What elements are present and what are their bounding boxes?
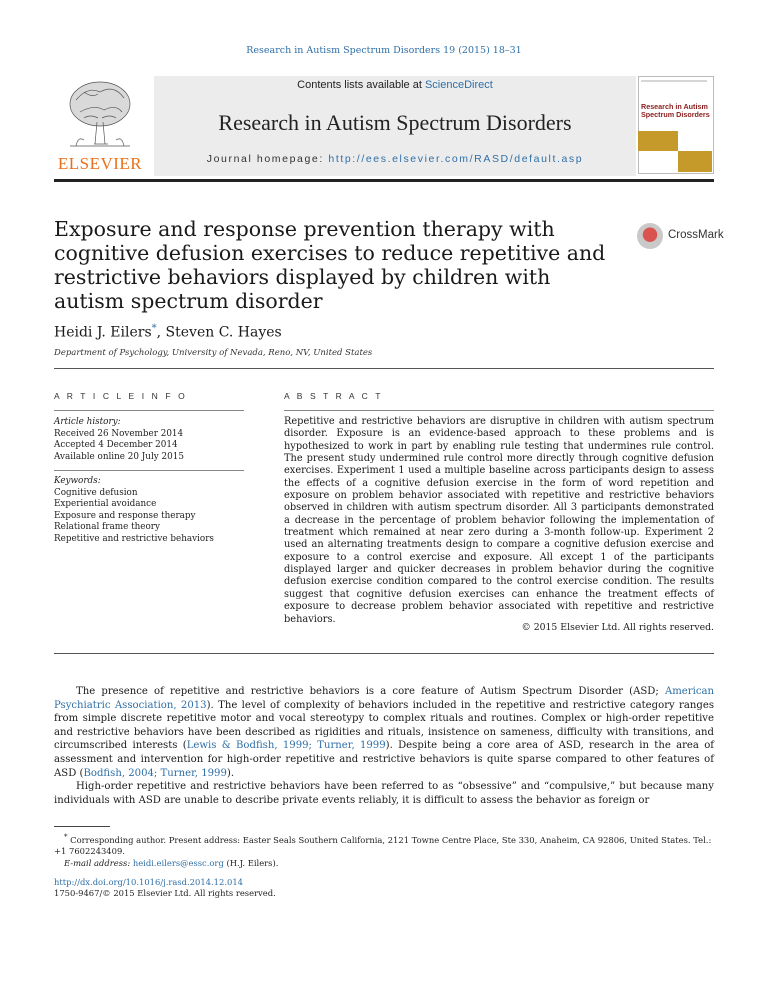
abstract-heading: A B S T R A C T <box>284 391 384 401</box>
text-run: The presence of repetitive and restrictive behaviors is a core feature of Autism Spectrum Disorder (ASD; <box>76 686 665 697</box>
keyword: Experiential avoidance <box>54 499 157 509</box>
elsevier-logo <box>54 76 146 174</box>
received-date: Received 26 November 2014 <box>54 428 184 439</box>
text-run: ). <box>226 767 235 779</box>
footnote-divider <box>54 826 110 827</box>
email-link[interactable]: heidi.eilers@essc.org <box>132 857 224 868</box>
cover-block-2 <box>678 151 712 172</box>
doi-link[interactable]: http://dx.doi.org/10.1016/j.rasd.2014.12.014 <box>54 877 243 887</box>
email-suffix: (H.J. Eilers). <box>223 857 279 868</box>
journal-title: Research in Autism Spectrum Disorders <box>218 110 572 135</box>
body-text <box>54 685 714 807</box>
author-1: Heidi J. Eilers <box>54 324 152 341</box>
journal-reference[interactable]: Research in Autism Spectrum Disorders 19 (2015) 18–31 <box>246 45 522 56</box>
keyword: Exposure and response therapy <box>54 510 196 521</box>
paragraph <box>54 685 714 780</box>
abstract-text: Repetitive and restrictive behaviors are disruptive in children with autism spectrum disorder. Exposure is an evidence-based approach to these problems and is hypothesized to work in part by enabling rule testing that undermines rule control. The present study undermined rule control more directly through cognitive defusion exercises. Experiment 1 used a multiple baseline across participants design to assess the effects of a cognitive defusion exercise in the form of word repetition and exposure on problem behavior associated with repetitive and restrictive behaviors observed in children with autism spectrum disorder. All 3 participants demonstrated a decrease in the percentage of problem behavior following the implementation of treatment which remained at near zero during a 3-month follow-up. Experiment 2 used an alternating treatments design to compare a cognitive defusion exercise and exposure to a control exercise and exposure. All except 1 of the participants displayed larger and quicker decreases in problem behavior during the cognitive defusion exercise condition compared to the control exercise condition. The results suggest that cognitive defusion exercises can enhance the treatment effects of exposure to decrease problem behavior associated with repetitive and restrictive behaviors. <box>284 416 714 625</box>
masthead-rule <box>54 179 714 182</box>
paragraph: High-order repetitive and restrictive behaviors have been referred to as “obsessive” and “compulsive,” but because many individuals with ASD are unable to describe private events reliably, it is difficult to assess the behavior as foreign or <box>54 781 714 806</box>
corresponding-text: Corresponding author. Present address: Easter Seals Southern California, 2121 Towne Centre Place, Ste 330, Anaheim, CA 92806, United States. Tel.: +1 7602243409. <box>54 834 712 857</box>
corresponding-mark[interactable]: * <box>151 323 157 334</box>
homepage-line <box>154 153 636 165</box>
doi-block <box>54 877 276 900</box>
affiliation: Department of Psychology, University of Nevada, Reno, NV, United States <box>54 348 373 358</box>
crossmark-label: CrossMark <box>668 229 724 241</box>
keyword: Relational frame theory <box>54 522 160 532</box>
footnote-mark: * <box>64 833 68 841</box>
issn-line: 1750-9467/© 2015 Elsevier Ltd. All rights reserved. <box>54 888 276 899</box>
homepage-link[interactable]: http://ees.elsevier.com/RASD/default.asp <box>328 153 584 165</box>
homepage-prefix: Journal homepage: <box>206 153 329 165</box>
masthead-banner <box>154 76 636 176</box>
email-note <box>54 858 714 869</box>
author-separator: , <box>156 324 166 341</box>
citation-link[interactable]: Bodfish, 2004; Turner, 1999 <box>83 767 227 779</box>
article-info-heading: A R T I C L E I N F O <box>54 391 188 401</box>
divider <box>54 653 714 654</box>
crossmark-button[interactable] <box>637 223 737 251</box>
masthead <box>54 76 714 178</box>
crossmark-icon <box>637 223 663 249</box>
cover-header-bar <box>641 80 707 82</box>
divider <box>54 368 714 369</box>
cover-title: Research in Autism Spectrum Disorders <box>641 102 710 119</box>
citation-link[interactable]: Lewis & Bodfish, 1999; Turner, 1999 <box>186 740 386 752</box>
text-run: ). The level of complexity of behaviors included in the repetitive and restrictive category ranges from simple discrete repetitive motor and vocal stereotypy to complex rituals and routines. Complex or high-order repetitive and restrictive behaviors have been described as rigidities and rituals, insistence on sameness, difficulty with transitions, and circumscribed interests ( <box>54 699 715 752</box>
article-history <box>54 417 244 463</box>
article-title: Exposure and response prevention therapy with cognitive defusion exercises to reduce repetitive and restrictive behaviors displayed by children with autism spectrum disorder <box>54 217 606 313</box>
text-run: ). Despite being a core area of ASD, research in the area of assessment and intervention for high-order repetitive and restrictive behaviors is quite sparse compared to other features of ASD ( <box>54 740 715 779</box>
author-2: Steven C. Hayes <box>165 324 282 341</box>
author-list <box>54 323 282 341</box>
divider <box>54 470 244 471</box>
keywords-title: Keywords: <box>54 476 101 486</box>
history-title: Article history: <box>54 417 121 427</box>
available-date: Available online 20 July 2015 <box>54 451 184 462</box>
contents-prefix: Contents lists available at <box>297 79 425 91</box>
journal-cover <box>636 76 714 176</box>
email-label: E-mail address: <box>64 857 133 868</box>
sciencedirect-link[interactable]: ScienceDirect <box>424 79 493 91</box>
keyword: Repetitive and restrictive behaviors <box>54 533 214 544</box>
citation-link[interactable]: American Psychiatric Association, 2013 <box>54 686 714 711</box>
keyword: Cognitive defusion <box>54 487 138 498</box>
accepted-date: Accepted 4 December 2014 <box>54 440 178 450</box>
divider <box>284 410 714 411</box>
corresponding-note <box>54 832 714 858</box>
tree-icon <box>64 78 136 150</box>
publisher-name: ELSEVIER <box>57 154 143 173</box>
divider <box>54 410 244 411</box>
footnote <box>54 832 714 869</box>
contents-line <box>154 79 636 91</box>
keywords <box>54 476 244 545</box>
cover-block-1 <box>638 131 678 151</box>
copyright: © 2015 Elsevier Ltd. All rights reserved. <box>521 622 714 633</box>
